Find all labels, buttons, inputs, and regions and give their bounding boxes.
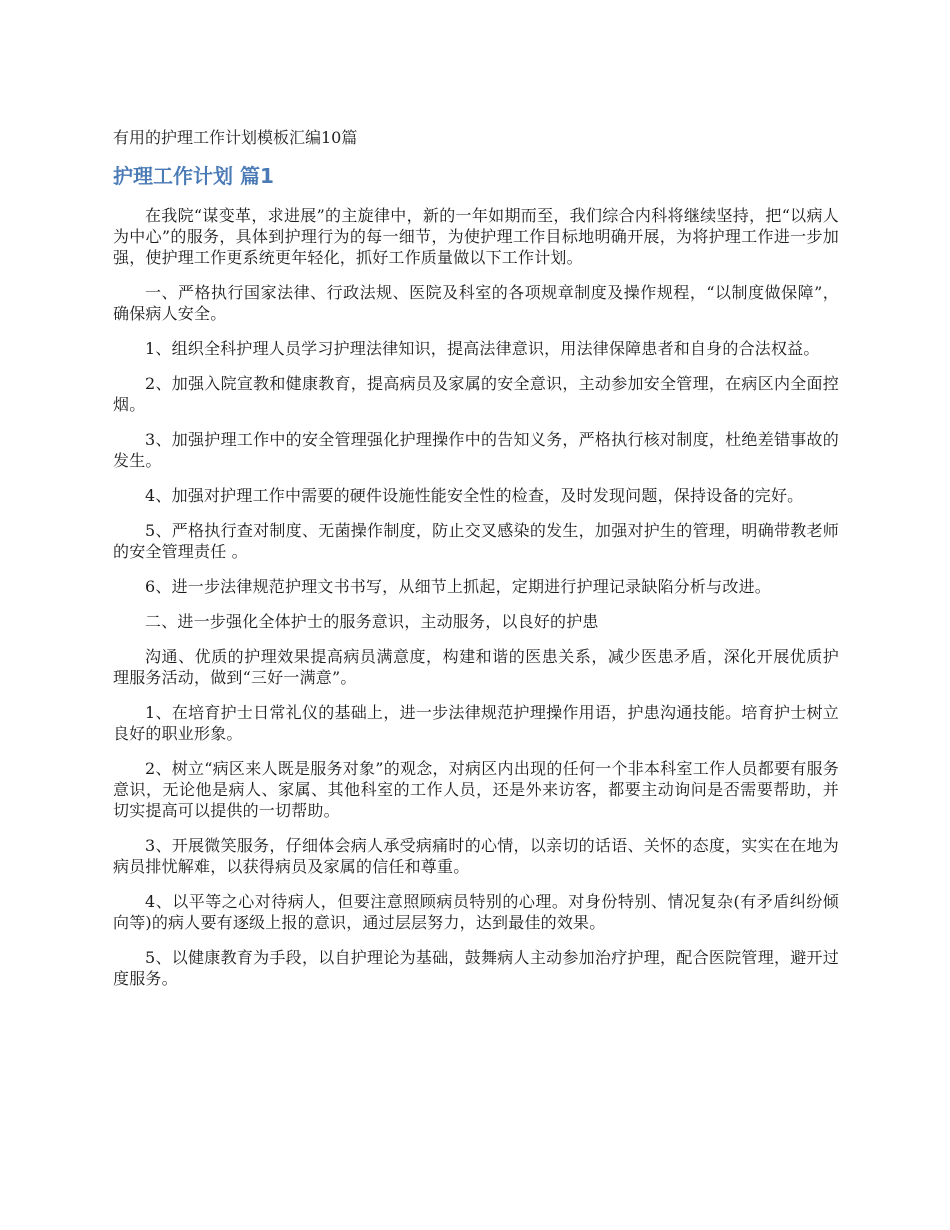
document-title: 有用的护理工作计划模板汇编10篇 (113, 128, 358, 147)
paragraph: 一、严格执行国家法律、行政法规、医院及科室的各项规章制度及操作规程，“以制度做保障”，确保病人安全。 (113, 283, 839, 323)
paragraph: 1、在培育护士日常礼仪的基础上，进一步法律规范护理操作用语，护患沟通技能。培育护士树立良好的职业形象。 (113, 703, 839, 743)
paragraph: 沟通、优质的护理效果提高病员满意度，构建和谐的医患关系，减少医患矛盾，深化开展优质护理服务活动，做到“三好一满意”。 (113, 647, 839, 687)
paragraph: 5、严格执行查对制度、无菌操作制度，防止交叉感染的发生，加强对护生的管理，明确带教老师的安全管理责任 。 (113, 521, 839, 561)
paragraph: 在我院“谋变革，求进展”的主旋律中，新的一年如期而至，我们综合内科将继续坚持，把“以病人为中心”的服务，具体到护理行为的每一细节，为使护理工作目标地明确开展，为将护理工作进一步加强，使护理工作更系统更年轻化，抓好工作质量做以下工作计划。 (113, 206, 839, 267)
paragraph: 6、进一步法律规范护理文书书写，从细节上抓起，定期进行护理记录缺陷分析与改进。 (145, 577, 771, 596)
paragraph: 3、加强护理工作中的安全管理强化护理操作中的告知义务，严格执行核对制度，杜绝差错事故的发生。 (113, 430, 839, 470)
paragraph: 二、进一步强化全体护士的服务意识，主动服务，以良好的护患 (145, 612, 599, 631)
paragraph: 4、以平等之心对待病人，但要注意照顾病员特别的心理。对身份特别、情况复杂(有矛盾纠纷倾向等)的病人要有逐级上报的意识，通过层层努力，达到最佳的效果。 (113, 892, 839, 932)
paragraph: 3、开展微笑服务，仔细体会病人承受病痛时的心情，以亲切的话语、关怀的态度，实实在在地为病员排忧解难，以获得病员及家属的信任和尊重。 (113, 836, 839, 876)
paragraph: 4、加强对护理工作中需要的硬件设施性能安全性的检查，及时发现问题，保持设备的完好。 (145, 486, 804, 505)
paragraph: 5、以健康教育为手段，以自护理论为基础，鼓舞病人主动参加治疗护理，配合医院管理，避开过度服务。 (113, 948, 839, 988)
paragraph: 2、树立“病区来人既是服务对象”的观念，对病区内出现的任何一个非本科室工作人员都要有服务意识，无论他是病人、家属、其他科室的工作人员，还是外来访客，都要主动询问是否需要帮助，并切实提高可以提供的一切帮助。 (113, 759, 839, 820)
section-heading: 护理工作计划 篇1 (113, 164, 274, 188)
paragraph: 2、加强入院宣教和健康教育，提高病员及家属的安全意识，主动参加安全管理，在病区内全面控烟。 (113, 374, 839, 414)
document-body (113, 205, 839, 989)
paragraph: 1、组织全科护理人员学习护理法律知识，提高法律意识，用法律保障患者和自身的合法权益。 (145, 339, 820, 358)
document-page (113, 127, 839, 1003)
